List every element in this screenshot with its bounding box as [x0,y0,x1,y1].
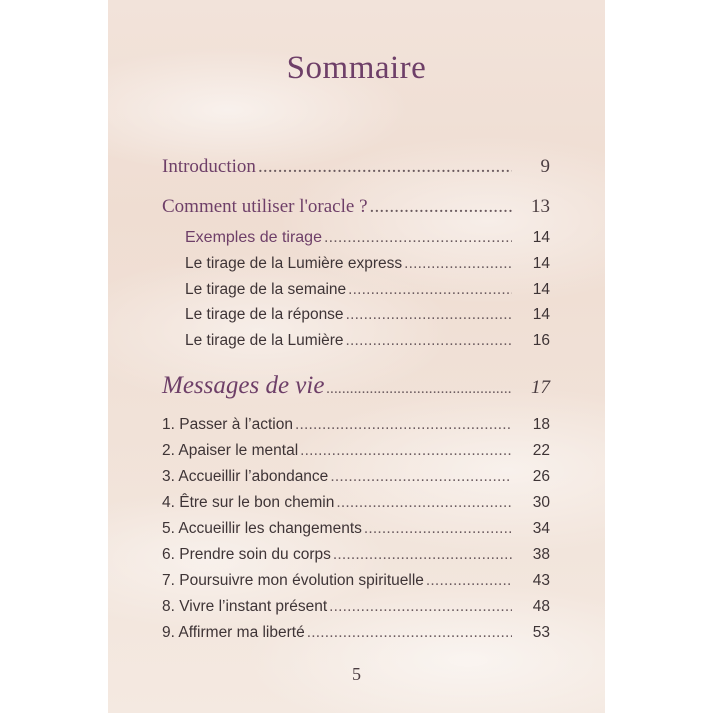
toc-entry-page: 43 [532,572,550,589]
toc-entry-label: Le tirage de la Lumière express [185,255,403,272]
toc-entry-page: 14 [532,255,550,272]
toc-entry-label: Introduction [162,156,256,177]
dot-leader [258,156,512,178]
toc-entry-page: 26 [532,468,550,485]
toc-entry-page: 14 [532,229,550,246]
toc-entry-label: Comment utiliser l'oracle ? [162,196,368,217]
dot-leader [330,468,512,486]
dot-leader [326,381,512,398]
toc-entry-subsection[interactable] [185,306,550,324]
toc-entry-page: 53 [532,624,550,641]
toc-entry-page: 30 [532,494,550,511]
dot-leader [370,196,512,218]
dot-leader [348,281,512,299]
toc-entry-label: 2. Apaiser le mental [162,442,299,459]
dot-leader [426,572,512,590]
toc-entry-message[interactable] [162,572,550,590]
toc-entry-label: Le tirage de la Lumière [185,332,344,349]
toc-entry-page: 13 [531,196,550,217]
toc-entry-page: 16 [532,332,550,349]
toc-entry-comment-utiliser[interactable] [162,196,550,218]
dot-leader [333,546,512,564]
dot-leader [307,624,512,642]
dot-leader [300,442,512,460]
toc-entry-page: 14 [532,306,550,323]
toc-entry-page: 18 [532,416,550,433]
toc-entry-label: 4. Être sur le bon chemin [162,494,335,511]
book-page [108,0,605,713]
dot-leader [324,229,512,247]
toc-entry-label: Le tirage de la réponse [185,306,344,323]
dot-leader [364,520,512,538]
toc-entry-page: 38 [532,546,550,563]
dot-leader [329,598,512,616]
toc-entry-message[interactable] [162,416,550,434]
toc-entry-page: 17 [531,377,550,398]
toc-entry-label: 6. Prendre soin du corps [162,546,331,563]
page-number: 5 [352,664,361,684]
dot-leader [404,255,512,273]
toc-entry-message[interactable] [162,468,550,486]
toc-entry-messages-de-vie[interactable] [162,372,550,400]
toc-entry-message[interactable] [162,546,550,564]
toc-entry-label: Exemples de tirage [185,229,322,246]
toc-entry-introduction[interactable] [162,156,550,178]
toc-entry-exemples-de-tirage[interactable] [185,229,550,247]
toc-entry-message[interactable] [162,494,550,512]
toc-entry-label: 9. Affirmer ma liberté [162,624,305,641]
toc-entry-message[interactable] [162,624,550,642]
toc-entry-subsection[interactable] [185,255,550,273]
toc-entry-message[interactable] [162,598,550,616]
toc-entry-label: Le tirage de la semaine [185,281,347,298]
toc-entry-page: 22 [532,442,550,459]
toc-entry-subsection[interactable] [185,281,550,299]
toc-entry-label: 5. Accueillir les changements [162,520,362,537]
toc-entry-page: 14 [532,281,550,298]
toc-entry-page: 48 [532,598,550,615]
toc-entry-label: 3. Accueillir l’abondance [162,468,329,485]
dot-leader [346,306,512,324]
dot-leader [295,416,512,434]
toc-entry-page: 9 [540,156,550,177]
toc-entry-message[interactable] [162,442,550,460]
toc-entry-label: 8. Vivre l’instant présent [162,598,328,615]
toc-entry-label: Messages de vie [162,372,325,399]
dot-leader [336,494,512,512]
toc-entry-label: 1. Passer à l’action [162,416,293,433]
toc-entry-label: 7. Poursuivre mon évolution spirituelle [162,572,424,589]
page-title: Sommaire [286,50,427,86]
dot-leader [346,332,512,350]
toc-entry-page: 34 [532,520,550,537]
toc-entry-subsection[interactable] [185,332,550,350]
toc-entry-message[interactable] [162,520,550,538]
